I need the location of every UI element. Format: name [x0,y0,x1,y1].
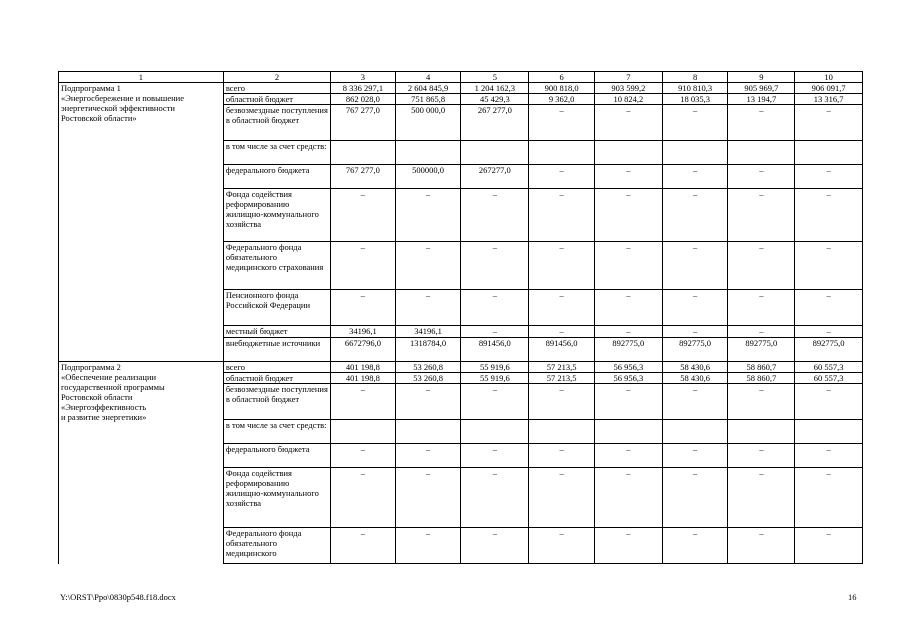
value-cell: – [594,105,662,141]
value-cell: – [331,384,396,420]
value-cell: – [331,528,396,564]
value-cell: – [662,189,728,242]
value-cell: – [795,165,863,189]
subprogram-title-line: «Энергоэффективность [61,402,147,412]
value-cell: 401 198,8 [331,373,396,384]
value-cell: – [529,189,595,242]
value-cell: 13 316,7 [795,94,863,105]
value-cell [395,141,461,165]
value-cell: – [594,165,662,189]
value-cell [461,141,529,165]
value-cell: 401 198,8 [331,362,396,373]
funding-source-label: всего [223,83,330,94]
value-cell: – [395,528,461,564]
value-cell: – [795,468,863,528]
value-cell: – [662,165,728,189]
value-cell: – [331,444,396,468]
value-cell [395,420,461,444]
value-cell: 53 260,8 [395,362,461,373]
value-cell: – [529,326,595,338]
value-cell [461,420,529,444]
value-cell: 55 919,6 [461,362,529,373]
column-header: 7 [594,72,662,83]
value-cell: – [461,242,529,290]
subprogram-title-line: Подпрограмма 2 [61,362,121,372]
value-cell: – [795,290,863,326]
value-cell: 892775,0 [728,338,795,362]
value-cell: 862 028,0 [331,94,396,105]
value-cell: – [461,189,529,242]
funding-source-label: Фонда содействия реформированию жилищно-коммунального хозяйства [223,189,330,242]
value-cell: – [728,105,795,141]
value-cell: – [461,444,529,468]
value-cell: – [795,242,863,290]
funding-source-label: местный бюджет [223,326,330,338]
value-cell: 56 956,3 [594,362,662,373]
value-cell: – [728,165,795,189]
value-cell [662,141,728,165]
value-cell: – [662,528,728,564]
funding-source-label: Федерального фонда обязательного медицинского страхования [223,242,330,290]
value-cell: – [728,468,795,528]
value-cell [594,141,662,165]
funding-source-label: в том числе за счет средств: [223,141,330,165]
value-cell: – [529,444,595,468]
value-cell: – [395,468,461,528]
column-header: 2 [223,72,330,83]
value-cell [795,420,863,444]
value-cell: 751 865,8 [395,94,461,105]
subprogram-title-line: Подпрограмма 1 [61,83,121,93]
value-cell: 57 213,5 [529,373,595,384]
value-cell: 45 429,3 [461,94,529,105]
column-header: 6 [529,72,595,83]
value-cell: 267277,0 [461,165,529,189]
value-cell: 60 557,3 [795,373,863,384]
column-header: 1 [59,72,224,83]
value-cell: 53 260,8 [395,373,461,384]
subprogram-title [59,362,224,564]
value-cell: 6672796,0 [331,338,396,362]
column-header: 8 [662,72,728,83]
subprogram-title-line: и развитие энергетики» [61,412,147,422]
value-cell: – [662,105,728,141]
value-cell: – [461,468,529,528]
value-cell: – [395,189,461,242]
value-cell: – [594,384,662,420]
value-cell: 906 091,7 [795,83,863,94]
value-cell: – [795,326,863,338]
table-row [59,362,863,373]
value-cell: – [662,242,728,290]
subprogram-title-line: государственной программы [61,382,165,392]
value-cell: – [529,242,595,290]
value-cell: – [795,189,863,242]
column-header: 10 [795,72,863,83]
value-cell: 500 000,0 [395,105,461,141]
value-cell: – [795,384,863,420]
value-cell: – [728,384,795,420]
value-cell: – [461,384,529,420]
table-row [59,83,863,94]
value-cell: 56 956,3 [594,373,662,384]
value-cell: – [728,290,795,326]
value-cell: 60 557,3 [795,362,863,373]
value-cell: 267 277,0 [461,105,529,141]
value-cell: 8 336 297,1 [331,83,396,94]
value-cell: 903 599,2 [594,83,662,94]
value-cell: – [461,290,529,326]
subprogram-title-line: Ростовской области [61,392,133,402]
value-cell: – [795,528,863,564]
value-cell: 891456,0 [529,338,595,362]
column-header: 4 [395,72,461,83]
value-cell: 500000,0 [395,165,461,189]
value-cell: 910 810,3 [662,83,728,94]
value-cell: 892775,0 [795,338,863,362]
value-cell: 58 860,7 [728,362,795,373]
value-cell [795,141,863,165]
value-cell: – [395,384,461,420]
value-cell: – [395,242,461,290]
subprogram-title-line: «Энергосбережение и повышение [61,93,184,103]
footer-file-path: Y:\ORST\Ppo\0830p548.f18.docx [60,592,176,602]
value-cell: 767 277,0 [331,105,396,141]
funding-source-label: в том числе за счет средств: [223,420,330,444]
value-cell: – [529,528,595,564]
value-cell: – [728,189,795,242]
subprogram-title [59,83,224,362]
value-cell: – [728,444,795,468]
header-row [59,72,863,83]
value-cell [331,141,396,165]
value-cell: – [529,105,595,141]
value-cell [728,420,795,444]
value-cell: – [594,242,662,290]
funding-source-label: Фонда содействия реформированию жилищно-коммунального хозяйства [223,468,330,528]
value-cell: 1 204 162,3 [461,83,529,94]
value-cell: – [728,326,795,338]
value-cell [331,420,396,444]
funding-source-label: федерального бюджета [223,444,330,468]
value-cell: – [529,165,595,189]
value-cell: 58 860,7 [728,373,795,384]
value-cell: – [662,444,728,468]
value-cell: 10 824,2 [594,94,662,105]
subprogram-title-line: «Обеспечение реализации [61,372,157,382]
funding-source-label: Пенсионного фонда Российской Федерации [223,290,330,326]
value-cell: 34196,1 [395,326,461,338]
value-cell: 58 430,6 [662,362,728,373]
value-cell: – [331,290,396,326]
value-cell: – [461,528,529,564]
column-header: 3 [331,72,396,83]
funding-source-label: областной бюджет [223,94,330,105]
value-cell: 2 604 845,9 [395,83,461,94]
value-cell: – [594,290,662,326]
value-cell: 905 969,7 [728,83,795,94]
value-cell: – [594,528,662,564]
value-cell: – [594,326,662,338]
value-cell: – [795,105,863,141]
value-cell: – [662,326,728,338]
value-cell: – [331,242,396,290]
value-cell: – [662,468,728,528]
value-cell [529,420,595,444]
value-cell: – [594,444,662,468]
value-cell [662,420,728,444]
subprogram-title-line: энергетической эффективности [61,103,175,113]
funding-source-label: Федерального фонда обязательного медицинского [223,528,330,564]
value-cell: – [594,468,662,528]
funding-source-label: безвозмездные поступления в областной бюджет [223,105,330,141]
value-cell: 55 919,6 [461,373,529,384]
value-cell: – [331,468,396,528]
value-cell: – [662,384,728,420]
value-cell: 9 362,0 [529,94,595,105]
value-cell: 18 035,3 [662,94,728,105]
value-cell: – [529,468,595,528]
value-cell: 34196,1 [331,326,396,338]
value-cell: – [395,290,461,326]
value-cell: 891456,0 [461,338,529,362]
funding-source-label: федерального бюджета [223,165,330,189]
subprogram-title-line: Ростовской области» [61,113,137,123]
value-cell: – [529,384,595,420]
value-cell: – [795,444,863,468]
column-header: 9 [728,72,795,83]
budget-table [58,71,863,564]
value-cell: – [331,189,396,242]
value-cell: 1318784,0 [395,338,461,362]
value-cell [728,141,795,165]
value-cell: – [529,290,595,326]
value-cell: 57 213,5 [529,362,595,373]
value-cell: – [461,326,529,338]
value-cell: 892775,0 [594,338,662,362]
value-cell: – [728,242,795,290]
funding-source-label: внебюджетные источники [223,338,330,362]
value-cell: 58 430,6 [662,373,728,384]
value-cell: – [395,444,461,468]
funding-source-label: областной бюджет [223,373,330,384]
page-number: 16 [848,592,857,602]
value-cell [529,141,595,165]
funding-source-label: всего [223,362,330,373]
value-cell [594,420,662,444]
column-header: 5 [461,72,529,83]
value-cell: 900 818,0 [529,83,595,94]
value-cell: – [662,290,728,326]
value-cell: 892775,0 [662,338,728,362]
value-cell: – [728,528,795,564]
value-cell: 767 277,0 [331,165,396,189]
funding-source-label: безвозмездные поступления в областной бюджет [223,384,330,420]
value-cell: – [594,189,662,242]
value-cell: 13 194,7 [728,94,795,105]
